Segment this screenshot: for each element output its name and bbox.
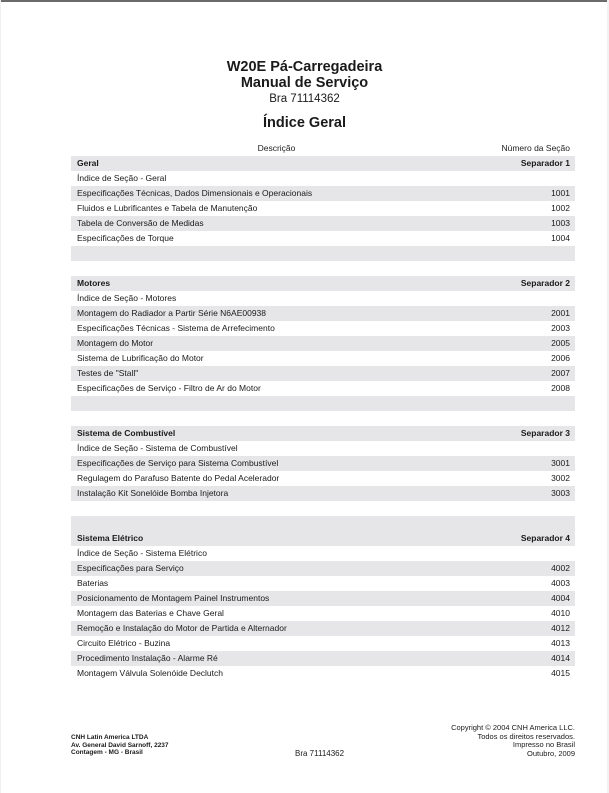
item-section-number: 3001 (551, 458, 570, 468)
section-header-row (71, 531, 575, 546)
column-header-section-number: Número da Seção (501, 143, 570, 153)
item-description: Especificações de Serviço - Filtro de Ar do Motor (77, 383, 261, 393)
section-header-row (71, 156, 575, 171)
item-section-number: 4014 (551, 653, 570, 663)
item-description: Especificações Técnicas, Dados Dimensionais e Operacionais (77, 188, 313, 198)
company-name: CNH Latin America LTDA (71, 734, 149, 741)
item-section-number: 2006 (551, 353, 570, 363)
item-section-number: 1001 (551, 188, 570, 198)
item-description: Especificações de Torque (77, 233, 174, 243)
item-section-number: 3003 (551, 488, 570, 498)
printed-line: Impresso no Brasil (512, 740, 575, 749)
table-row (71, 171, 575, 186)
table-row (71, 456, 575, 471)
spacer-row (71, 501, 575, 516)
footer-doc-number: Bra 71114362 (295, 749, 345, 758)
index-table (71, 140, 575, 681)
item-description: Especificações para Serviço (77, 563, 184, 573)
table-row (71, 381, 575, 396)
spacer-row (71, 396, 575, 411)
item-description: Especificações de Serviço para Sistema Combustível (77, 458, 279, 468)
spacer-row (71, 246, 575, 261)
table-header (71, 140, 575, 156)
item-description: Tabela de Conversão de Medidas (77, 218, 204, 228)
item-description: Procedimento Instalação - Alarme Ré (77, 653, 218, 663)
document-subtitle: Manual de Serviço (240, 75, 369, 91)
section-title: Geral (77, 158, 99, 168)
item-section-number: 2007 (551, 368, 570, 378)
table-row (71, 546, 575, 561)
item-description: Índice de Seção - Sistema de Combustível (77, 443, 238, 453)
copyright-block (451, 724, 575, 758)
item-section-number: 4002 (551, 563, 570, 573)
section-title: Motores (77, 278, 111, 288)
item-section-number: 1002 (551, 203, 570, 213)
page-top-border (0, 0, 609, 2)
item-section-number: 2005 (551, 338, 570, 348)
item-section-number: 4015 (551, 668, 570, 678)
item-description: Regulagem do Parafuso Batente do Pedal Acelerador (77, 473, 280, 483)
item-description: Índice de Seção - Sistema Elétrico (77, 548, 207, 558)
index-title: Índice Geral (262, 115, 346, 131)
item-description: Remoção e Instalação do Motor de Partida e Alternador (77, 623, 287, 633)
table-row (71, 651, 575, 666)
item-section-number: 4013 (551, 638, 570, 648)
section-header-row (71, 426, 575, 441)
section-title: Sistema de Combustível (77, 428, 176, 438)
table-row (71, 666, 575, 681)
spacer-row (71, 516, 575, 531)
table-row (71, 441, 575, 456)
table-row (71, 471, 575, 486)
table-row (71, 231, 575, 246)
section-separator: Separador 1 (520, 158, 570, 168)
spacer-row (71, 411, 575, 426)
table-row (71, 486, 575, 501)
item-section-number: 2003 (551, 323, 570, 333)
item-description: Testes de "Stall" (77, 368, 139, 378)
item-section-number: 1003 (551, 218, 570, 228)
document-title: W20E Pá-Carregadeira (226, 59, 383, 75)
item-section-number: 4003 (551, 578, 570, 588)
section-separator: Separador 4 (520, 533, 570, 543)
table-row (71, 306, 575, 321)
item-section-number: 3002 (551, 473, 570, 483)
table-row (71, 186, 575, 201)
item-section-number: 4012 (551, 623, 570, 633)
spacer-row (71, 261, 575, 276)
table-row (71, 366, 575, 381)
item-section-number: 4010 (551, 608, 570, 618)
item-description: Sistema de Lubrificação do Motor (77, 353, 204, 363)
item-description: Montagem das Baterias e Chave Geral (77, 608, 224, 618)
document-number: Bra 71114362 (269, 93, 340, 105)
table-row (71, 351, 575, 366)
item-description: Instalação Kit Sonelóide Bomba Injetora (77, 488, 229, 498)
section-header-row (71, 276, 575, 291)
section-separator: Separador 2 (520, 278, 570, 288)
table-body (71, 156, 575, 681)
column-header-description: Descrição (257, 143, 296, 153)
item-section-number: 4004 (551, 593, 570, 603)
item-section-number: 2008 (551, 383, 570, 393)
table-row (71, 576, 575, 591)
company-city: Contagem - MG - Brasil (71, 749, 143, 756)
table-row (71, 201, 575, 216)
item-description: Posicionamento de Montagem Painel Instrumentos (77, 593, 270, 603)
item-description: Fluidos e Lubrificantes e Tabela de Manutenção (77, 203, 258, 213)
table-row (71, 336, 575, 351)
table-row (71, 561, 575, 576)
table-row (71, 636, 575, 651)
table-row (71, 621, 575, 636)
item-section-number: 1004 (551, 233, 570, 243)
copyright-line: Copyright © 2004 CNH America LLC. (451, 723, 575, 732)
item-description: Montagem Válvula Solenóide Declutch (77, 668, 224, 678)
item-description: Montagem do Motor (77, 338, 154, 348)
table-row (71, 291, 575, 306)
item-description: Especificações Técnicas - Sistema de Arrefecimento (77, 323, 275, 333)
company-address (71, 734, 169, 757)
rights-line: Todos os direitos reservados. (477, 731, 575, 741)
item-description: Índice de Seção - Geral (77, 173, 167, 183)
item-description: Montagem do Radiador a Partir Série N6AE00938 (77, 308, 266, 318)
date-line: Outubro, 2009 (527, 748, 575, 758)
section-title: Sistema Elétrico (77, 533, 144, 543)
company-street: Av. General David Sarnoff, 2237 (71, 741, 169, 749)
table-row (71, 591, 575, 606)
section-separator: Separador 3 (520, 428, 570, 438)
item-description: Circuito Elétrico - Buzina (77, 638, 171, 648)
item-description: Baterias (77, 578, 109, 588)
table-row (71, 216, 575, 231)
item-description: Índice de Seção - Motores (77, 293, 177, 303)
table-row (71, 606, 575, 621)
item-section-number: 2001 (551, 308, 570, 318)
table-row (71, 321, 575, 336)
